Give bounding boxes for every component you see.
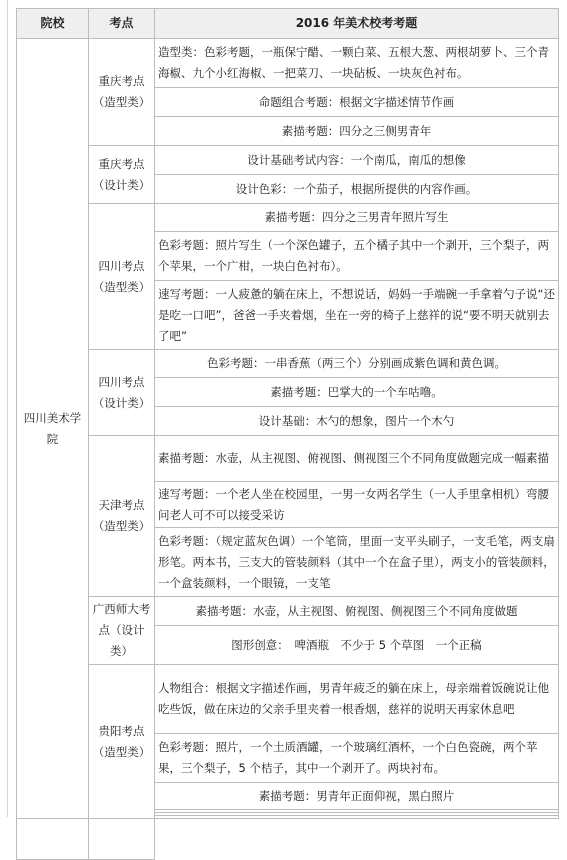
question-cell: 色彩考题：一串香蕉（两三个）分别画成紫色调和黄色调。 [155,350,559,378]
question-cell: 设计基础考试内容：一个南瓜，南瓜的想像 [155,146,559,175]
header-questions: 2016 年美术校考考题 [155,9,559,39]
question-cell: 素描考题：男青年正面仰视，黑白照片 [155,783,559,810]
question-cell: 速写考题：一人疲惫的躺在床上，不想说话，妈妈一手端碗一手拿着勺子说“还是吃一口吧”，爸爸一手夹着烟，坐在一旁的椅子上慈祥的说“要不明天就别去了吧” [155,281,559,350]
exam-table-frame [16,8,558,828]
table-row [17,597,559,626]
exam-point-cell: 四川考点（设计类） [89,350,155,436]
question-cell: 素描考题：水壶，从主视图、俯视图、侧视图三个不同角度做题完成一幅素描 [155,436,559,482]
question-cell: 素描考题：四分之三侧男青年 [155,117,559,146]
exam-point-cell: 四川考点（造型类） [89,204,155,350]
exam-questions-table [16,8,559,860]
empty-cell [155,816,559,819]
question-cell: 设计色彩：一个茄子，根据所提供的内容作画。 [155,175,559,204]
table-row [17,350,559,378]
empty-cell [89,819,155,860]
question-cell: 色彩考题：照片，一个土质酒罐，一个玻璃红酒杯，一个白色瓷碗，两个苹果，三个梨子，5 个桔子，其中一个剥开了。两块衬布。 [155,734,559,783]
question-cell: 素描考题：四分之三男青年照片写生 [155,204,559,232]
table-row [17,665,559,734]
question-cell: 命题组合考题：根据文字描述情节作画 [155,88,559,117]
question-cell: 图形创意： 啤酒瓶 不少于 5 个草图 一个正稿 [155,626,559,665]
table-row [17,204,559,232]
table-header-row [17,9,559,39]
left-edge-line [7,0,8,817]
header-school: 院校 [17,9,89,39]
table-row [17,819,559,860]
table-row [17,146,559,175]
exam-point-cell: 重庆考点（设计类） [89,146,155,204]
empty-cell [17,819,89,860]
question-cell: 速写考题：一个老人坐在校园里，一男一女两名学生（一人手里拿相机）弯腰问老人可不可以接受采访 [155,482,559,528]
question-cell: 造型类：色彩考题，一瓶保宁醋、一颗白菜、五根大葱、两根胡萝卜、三个青海椒、九个小红海椒、一把菜刀、一块砧板、一块灰色衬布。 [155,39,559,88]
exam-point-cell: 天津考点（造型类） [89,436,155,597]
table-row [17,39,559,88]
question-cell: 素描考题：水壶，从主视图、俯视图、侧视图三个不同角度做题 [155,597,559,626]
table-row [17,436,559,482]
exam-point-cell: 广西师大考点（设计类） [89,597,155,665]
exam-point-cell: 贵阳考点（造型类） [89,665,155,819]
question-cell: 色彩考题：照片写生（一个深色罐子，五个橘子其中一个剥开，三个梨子，两个苹果，一个广柑，一块白色衬布）。 [155,232,559,281]
school-cell: 四川美术学院 [17,39,89,819]
question-cell: 色彩考题：（规定蓝灰色调）一个笔筒，里面一支平头刷子，一支毛笔，两支扇形笔。两本书，三支大的管装颜料（其中一个在盒子里），两支小的管装颜料，一个盒装颜料，一个眼镜，一支笔 [155,528,559,597]
question-cell: 素描考题：巴掌大的一个车咕噜。 [155,378,559,407]
header-exam-point: 考点 [89,9,155,39]
exam-point-cell: 重庆考点（造型类） [89,39,155,146]
question-cell: 人物组合：根据文字描述作画，男青年疲乏的躺在床上，母亲端着饭碗说让他吃些饭，做在床边的父亲手里夹着一根香烟，慈祥的说明天再家休息吧 [155,665,559,734]
question-cell: 设计基础：木勺的想象，图片一个木勺 [155,407,559,436]
